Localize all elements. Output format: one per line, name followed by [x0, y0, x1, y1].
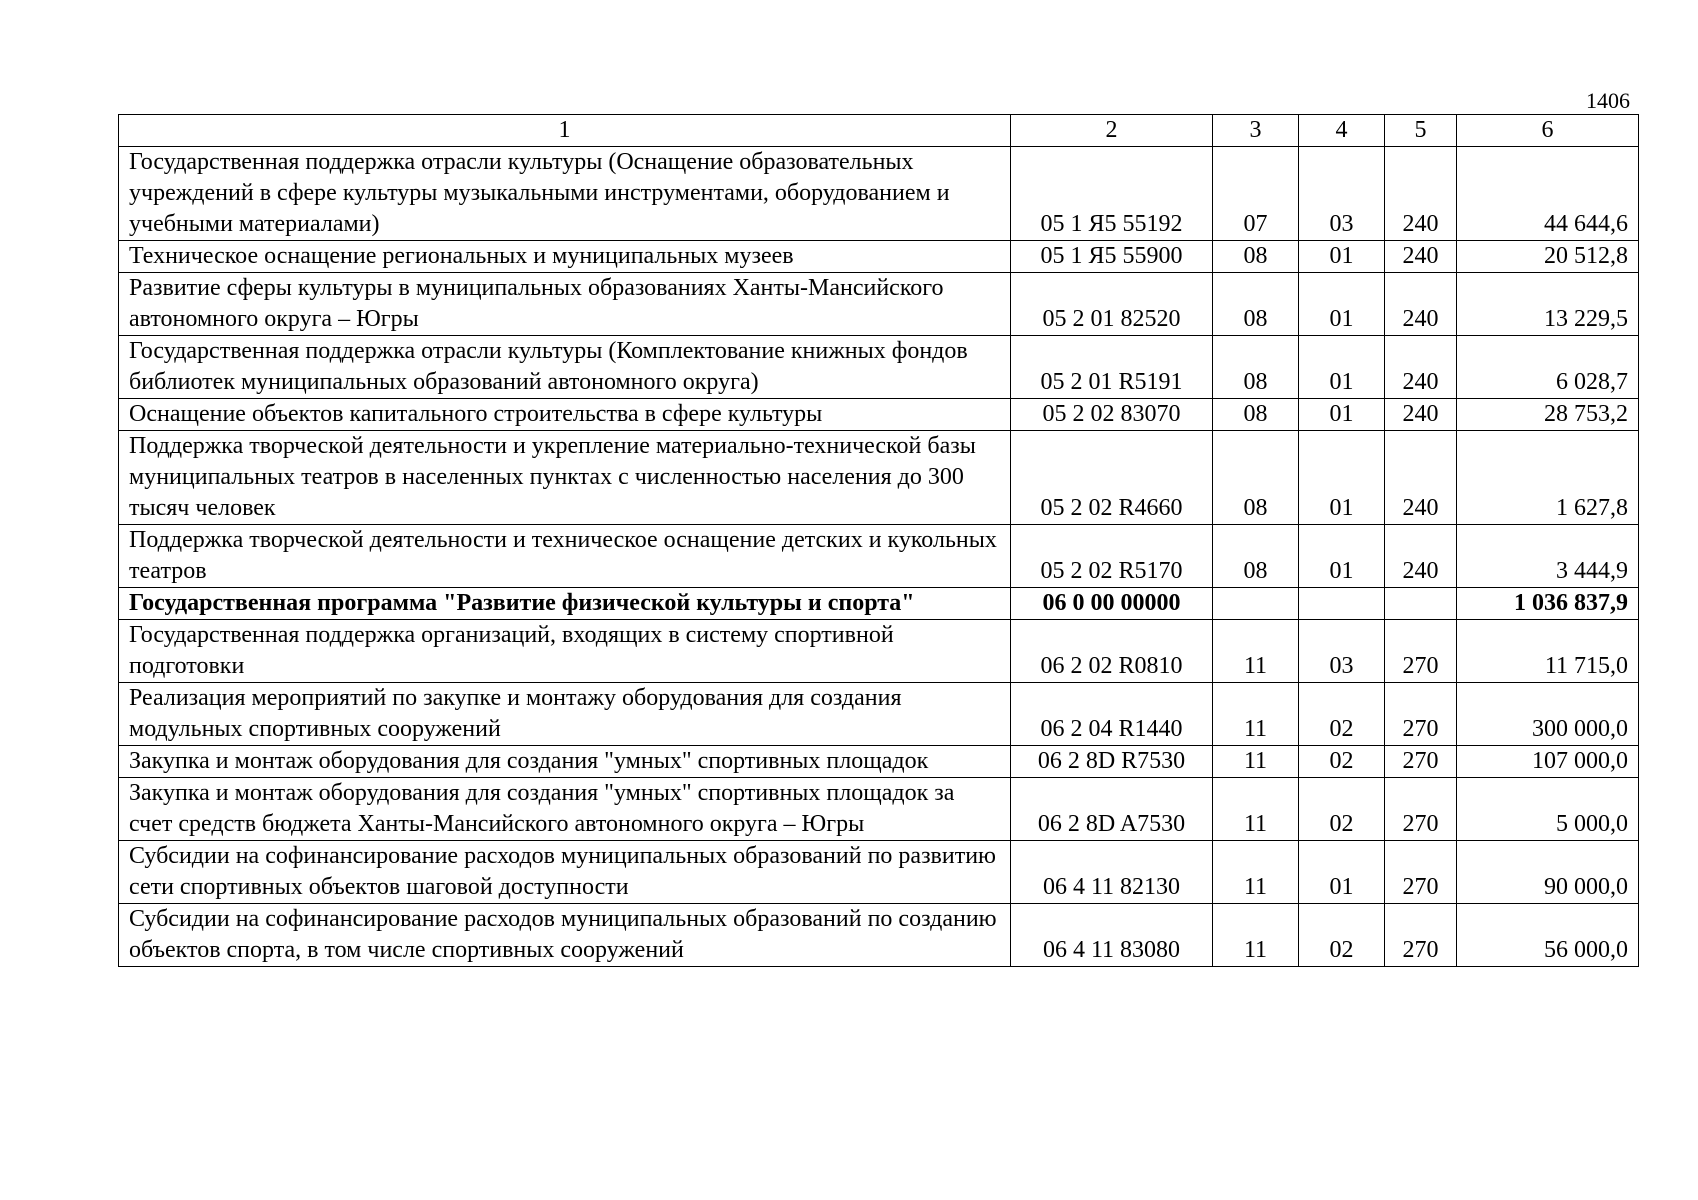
expense-type-cell: 270 — [1385, 778, 1457, 841]
expense-type-cell: 270 — [1385, 841, 1457, 904]
amount-cell: 13 229,5 — [1457, 273, 1639, 336]
item-name-cell: Субсидии на софинансирование расходов муниципальных образований по созданию объектов спорта, в том числе спортивных сооружений — [119, 904, 1011, 967]
expense-type-cell: 240 — [1385, 525, 1457, 588]
amount-cell: 20 512,8 — [1457, 241, 1639, 273]
item-name-cell: Субсидии на софинансирование расходов муниципальных образований по развитию сети спортивных объектов шаговой доступности — [119, 841, 1011, 904]
section-cell: 08 — [1213, 336, 1299, 399]
column-number-row — [119, 115, 1639, 147]
amount-cell: 44 644,6 — [1457, 147, 1639, 241]
target-code-cell: 05 2 01 82520 — [1011, 273, 1213, 336]
header-cell: 4 — [1299, 115, 1385, 147]
item-name-cell: Техническое оснащение региональных и муниципальных музеев — [119, 241, 1011, 273]
target-code-cell: 06 2 8D R7530 — [1011, 746, 1213, 778]
expense-type-cell: 240 — [1385, 431, 1457, 525]
header-cell: 5 — [1385, 115, 1457, 147]
header-cell: 1 — [119, 115, 1011, 147]
expense-type-cell: 270 — [1385, 746, 1457, 778]
header-cell: 6 — [1457, 115, 1639, 147]
page-number: 1406 — [1586, 88, 1630, 113]
section-cell: 07 — [1213, 147, 1299, 241]
subsection-cell — [1299, 588, 1385, 620]
table-row — [119, 273, 1639, 336]
subsection-cell: 02 — [1299, 683, 1385, 746]
table-row — [119, 778, 1639, 841]
amount-cell: 5 000,0 — [1457, 778, 1639, 841]
subsection-cell: 02 — [1299, 904, 1385, 967]
item-name-cell: Реализация мероприятий по закупке и монтажу оборудования для создания модульных спортивных сооружений — [119, 683, 1011, 746]
section-cell: 08 — [1213, 525, 1299, 588]
target-code-cell: 05 2 02 R4660 — [1011, 431, 1213, 525]
target-code-cell: 06 2 04 R1440 — [1011, 683, 1213, 746]
expense-type-cell: 240 — [1385, 147, 1457, 241]
header-cell: 3 — [1213, 115, 1299, 147]
section-cell: 08 — [1213, 241, 1299, 273]
subsection-cell: 01 — [1299, 431, 1385, 525]
amount-cell: 28 753,2 — [1457, 399, 1639, 431]
table-body — [119, 115, 1639, 967]
expense-type-cell: 240 — [1385, 336, 1457, 399]
expense-type-cell: 240 — [1385, 273, 1457, 336]
item-name-cell: Закупка и монтаж оборудования для создания "умных" спортивных площадок — [119, 746, 1011, 778]
subsection-cell: 01 — [1299, 525, 1385, 588]
expense-type-cell: 270 — [1385, 683, 1457, 746]
table-row — [119, 588, 1639, 620]
item-name-cell: Государственная поддержка отрасли культуры (Комплектование книжных фондов библиотек муниципальных образований автономного округа) — [119, 336, 1011, 399]
item-name-cell: Оснащение объектов капитального строительства в сфере культуры — [119, 399, 1011, 431]
item-name-cell: Закупка и монтаж оборудования для создания "умных" спортивных площадок за счет средств бюджета Ханты-Мансийского автономного округа – Югры — [119, 778, 1011, 841]
table-row — [119, 336, 1639, 399]
amount-cell: 1 627,8 — [1457, 431, 1639, 525]
section-cell: 08 — [1213, 399, 1299, 431]
table-row — [119, 431, 1639, 525]
table-row — [119, 525, 1639, 588]
amount-cell: 107 000,0 — [1457, 746, 1639, 778]
table-row — [119, 399, 1639, 431]
target-code-cell: 06 4 11 83080 — [1011, 904, 1213, 967]
expense-type-cell: 270 — [1385, 904, 1457, 967]
subsection-cell: 03 — [1299, 620, 1385, 683]
section-cell: 11 — [1213, 620, 1299, 683]
expense-type-cell: 270 — [1385, 620, 1457, 683]
section-cell: 11 — [1213, 841, 1299, 904]
amount-cell: 11 715,0 — [1457, 620, 1639, 683]
budget-table — [118, 114, 1639, 967]
target-code-cell: 06 2 02 R0810 — [1011, 620, 1213, 683]
table-row — [119, 147, 1639, 241]
target-code-cell: 06 2 8D A7530 — [1011, 778, 1213, 841]
subsection-cell: 02 — [1299, 778, 1385, 841]
subsection-cell: 01 — [1299, 399, 1385, 431]
subsection-cell: 02 — [1299, 746, 1385, 778]
target-code-cell: 06 0 00 00000 — [1011, 588, 1213, 620]
item-name-cell: Развитие сферы культуры в муниципальных образованиях Ханты-Мансийского автономного округа – Югры — [119, 273, 1011, 336]
amount-cell: 1 036 837,9 — [1457, 588, 1639, 620]
item-name-cell: Государственная поддержка отрасли культуры (Оснащение образовательных учреждений в сфере культуры музыкальными инструментами, оборудованием и учебными материалами) — [119, 147, 1011, 241]
table-row — [119, 746, 1639, 778]
subsection-cell: 03 — [1299, 147, 1385, 241]
target-code-cell: 05 2 01 R5191 — [1011, 336, 1213, 399]
table-row — [119, 683, 1639, 746]
table-row — [119, 241, 1639, 273]
section-cell: 08 — [1213, 431, 1299, 525]
item-name-cell: Государственная программа "Развитие физической культуры и спорта" — [119, 588, 1011, 620]
subsection-cell: 01 — [1299, 841, 1385, 904]
item-name-cell: Государственная поддержка организаций, входящих в систему спортивной подготовки — [119, 620, 1011, 683]
subsection-cell: 01 — [1299, 336, 1385, 399]
amount-cell: 6 028,7 — [1457, 336, 1639, 399]
amount-cell: 90 000,0 — [1457, 841, 1639, 904]
target-code-cell: 05 1 Я5 55900 — [1011, 241, 1213, 273]
table-row — [119, 841, 1639, 904]
target-code-cell: 06 4 11 82130 — [1011, 841, 1213, 904]
table-row — [119, 904, 1639, 967]
header-cell: 2 — [1011, 115, 1213, 147]
item-name-cell: Поддержка творческой деятельности и техническое оснащение детских и кукольных театров — [119, 525, 1011, 588]
subsection-cell: 01 — [1299, 273, 1385, 336]
target-code-cell: 05 1 Я5 55192 — [1011, 147, 1213, 241]
amount-cell: 56 000,0 — [1457, 904, 1639, 967]
section-cell: 11 — [1213, 683, 1299, 746]
item-name-cell: Поддержка творческой деятельности и укрепление материально-технической базы муниципальных театров в населенных пунктах с численностью населения до 300 тысяч человек — [119, 431, 1011, 525]
section-cell: 11 — [1213, 778, 1299, 841]
subsection-cell: 01 — [1299, 241, 1385, 273]
amount-cell: 3 444,9 — [1457, 525, 1639, 588]
expense-type-cell — [1385, 588, 1457, 620]
section-cell — [1213, 588, 1299, 620]
target-code-cell: 05 2 02 83070 — [1011, 399, 1213, 431]
amount-cell: 300 000,0 — [1457, 683, 1639, 746]
table-row — [119, 620, 1639, 683]
section-cell: 11 — [1213, 904, 1299, 967]
section-cell: 08 — [1213, 273, 1299, 336]
section-cell: 11 — [1213, 746, 1299, 778]
expense-type-cell: 240 — [1385, 241, 1457, 273]
target-code-cell: 05 2 02 R5170 — [1011, 525, 1213, 588]
expense-type-cell: 240 — [1385, 399, 1457, 431]
